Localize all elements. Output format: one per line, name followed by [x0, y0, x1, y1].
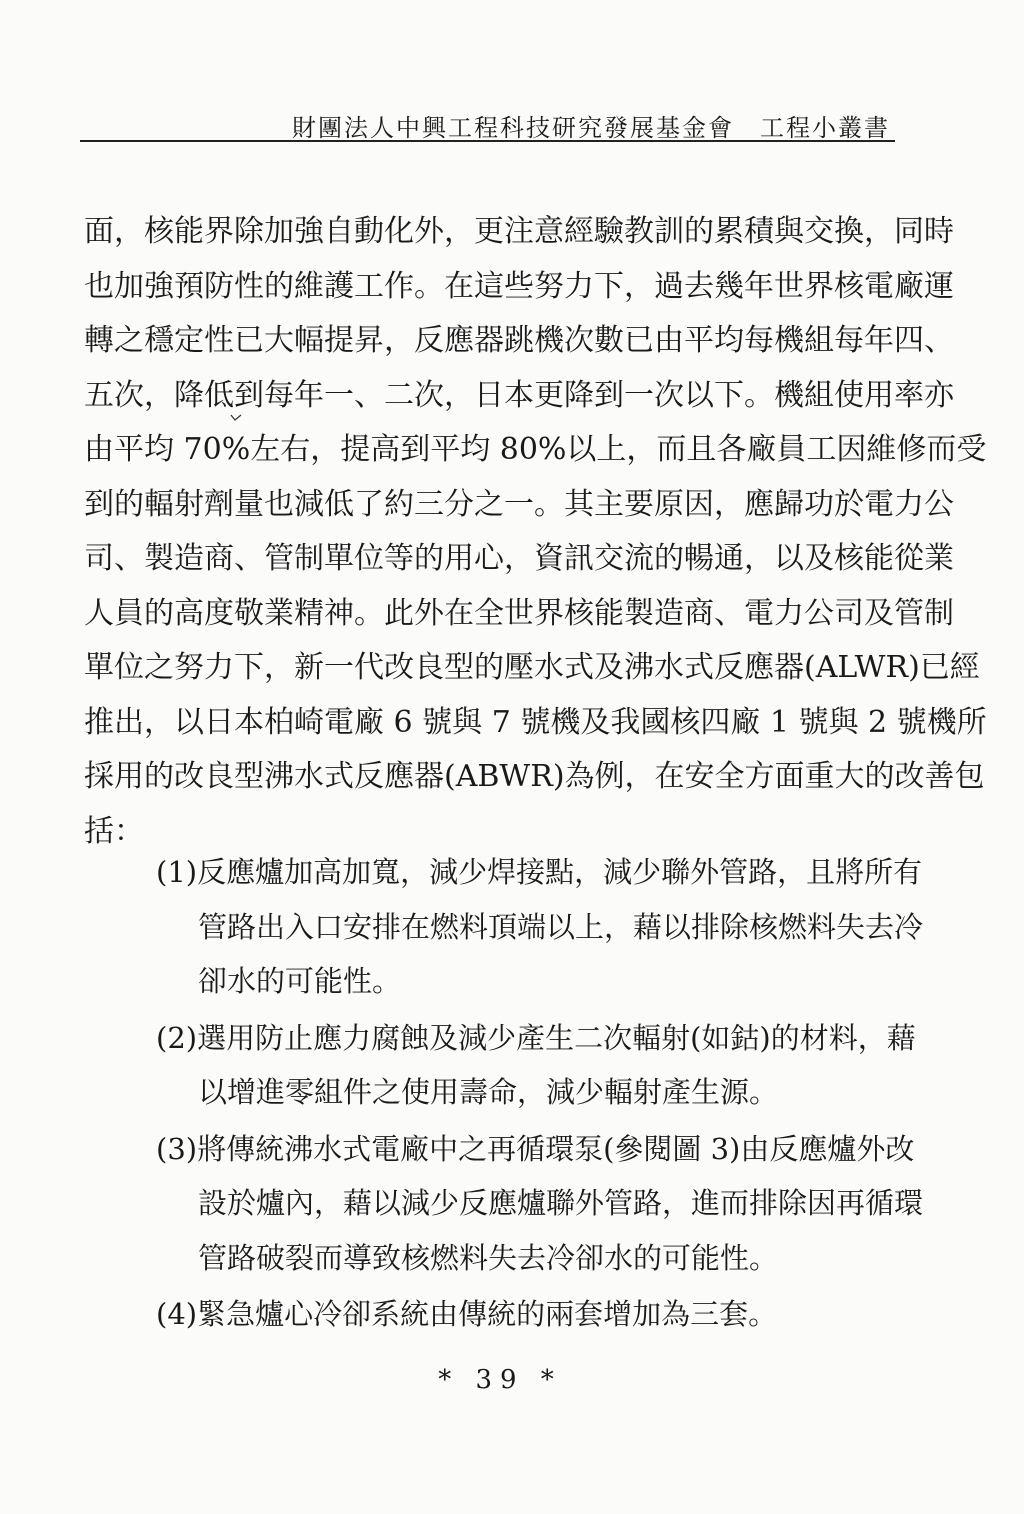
list-item-line: (4)緊急爐心冷卻系統由傳統的兩套增加為三套。 [156, 1297, 778, 1331]
paragraph-line: 推出，以日本柏崎電廠 6 號與 7 號機及我國核四廠 1 號與 2 號機所 [84, 704, 987, 740]
list-item-line: 卻水的可能性。 [198, 964, 402, 998]
paragraph-line: 轉之穩定性已大幅提昇，反應器跳機次數已由平均每機組每年四、 [84, 323, 954, 358]
paragraph-line: 五次，降低到每年一、二次，日本更降到一次以下。機組使用率亦 [84, 377, 954, 413]
improvement-list [156, 845, 924, 1344]
paragraph-line: 到的輻射劑量也減低了約三分之一。其主要原因，應歸功於電力公 [84, 486, 954, 522]
paragraph-line: 也加強預防性的維護工作。在這些努力下，過去幾年世界核電廠運 [84, 268, 954, 304]
list-item [156, 1011, 916, 1120]
list-item-line: (1)反應爐加高加寬，減少焊接點，減少聯外管路，且將所有 [156, 855, 923, 889]
list-item-line: (2)選用防止應力腐蝕及減少產生二次輻射(如鈷)的材料，藉 [156, 1020, 916, 1055]
list-item-line: (3)將傳統沸水式電廠中之再循環泵(參閱圖 3)由反應爐外改 [156, 1131, 915, 1166]
paragraph-line: 括： [84, 813, 144, 849]
running-header: 財團法人中興工程科技研究發展基金會 工程小叢書 [292, 114, 890, 142]
list-item-line: 以增進零組件之使用壽命，減少輻射產生源。 [198, 1075, 779, 1109]
list-item-line: 管路破裂而導致核燃料失去冷卻水的可能性。 [198, 1240, 779, 1275]
paragraph-line: 人員的高度敬業精神。此外在全世界核能製造商、電力公司及管制 [84, 595, 954, 631]
list-item [156, 1287, 896, 1342]
list-item [156, 845, 924, 1009]
list-item-line: 管路出入口安排在燃料頂端以上，藉以排除核燃料失去冷 [198, 909, 924, 944]
paragraph-line: 面，核能界除加強自動化外，更注意經驗教訓的累積與交換，同時 [84, 214, 954, 249]
paragraph-line: 採用的改良型沸水式反應器(ABWR)為例，在安全方面重大的改善包 [84, 759, 985, 794]
list-item-line: 設於爐內，藉以減少反應爐聯外管路，進而排除因再循環 [198, 1186, 924, 1220]
header-rule [80, 140, 895, 142]
list-item [156, 1122, 924, 1286]
paragraph-line: 單位之努力下，新一代改良型的壓水式及沸水式反應器(ALWR)已經 [84, 650, 980, 685]
paragraph-line: 司、製造商、管制單位等的用心，資訊交流的暢通，以及核能從業 [84, 541, 954, 576]
page-number: * 39 * [438, 1365, 562, 1395]
paragraph-line: 由平均 70%左右，提高到平均 80%以上，而且各廠員工因維修而受 [84, 432, 987, 467]
main-paragraph [84, 205, 987, 859]
